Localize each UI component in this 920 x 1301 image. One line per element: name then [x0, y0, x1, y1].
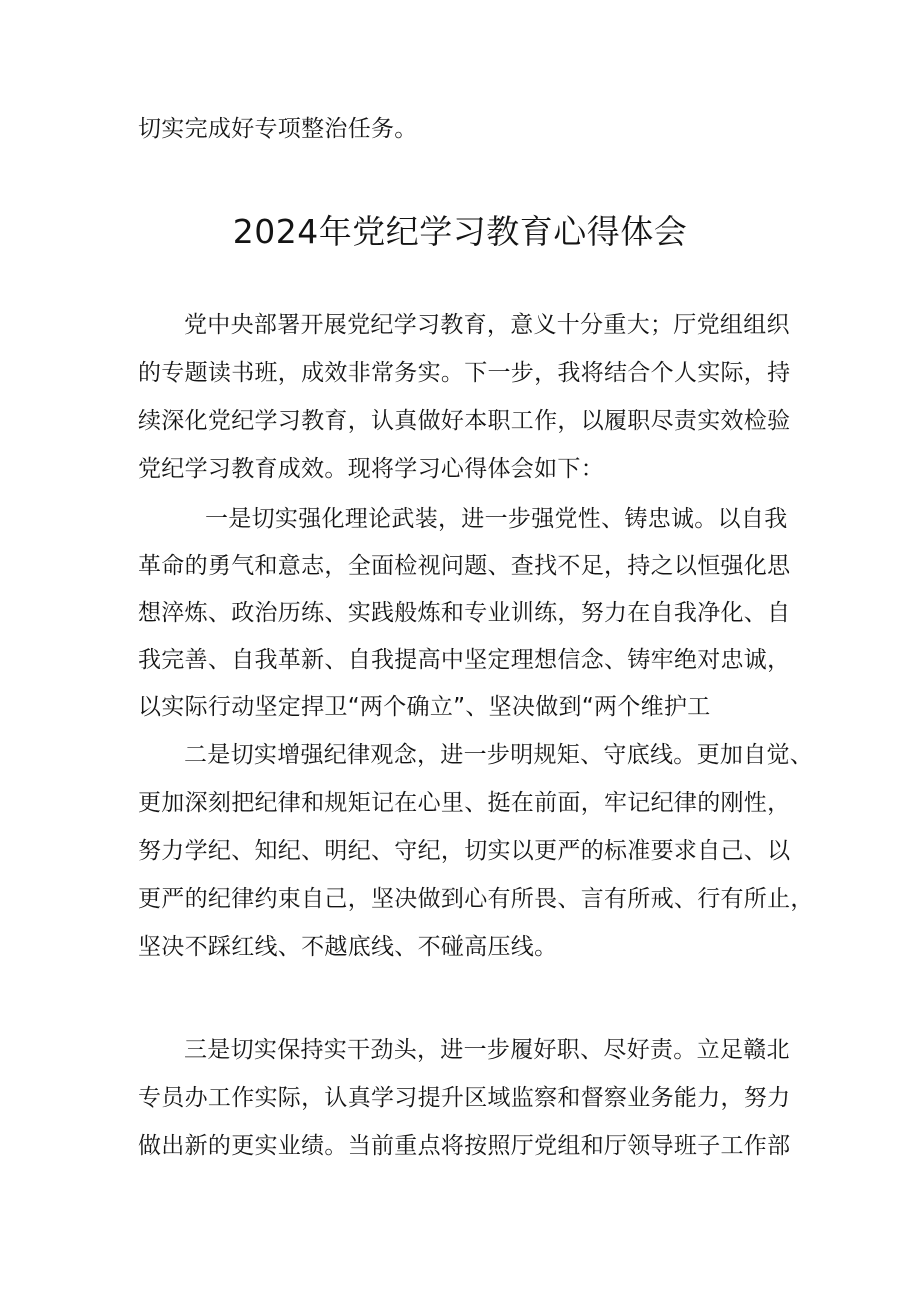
- document-title: 2024年党纪学习教育心得体会: [232, 212, 688, 251]
- intro-line-4: 党纪学习教育成效。现将学习心得体会如下：: [138, 456, 604, 482]
- point-two-line-3: 努力学纪、知纪、明纪、守纪，切实以更严的标准要求自己、以: [138, 838, 791, 864]
- point-one-line-3: 想淬炼、政治历练、实践般炼和专业训练，努力在自我净化、自: [138, 600, 791, 626]
- intro-line-2: 的专题读书班，成效非常务实。下一步，我将结合个人实际，持: [138, 360, 791, 386]
- point-three-line-2: 专员办工作实际，认真学习提升区域监察和督察业务能力，努力: [138, 1085, 791, 1111]
- point-two-line-5: 坚决不踩红线、不越底线、不碰高压线。: [138, 934, 558, 960]
- point-one-line-5: 以实际行动坚定捍卫“两个确立”、坚决做到“两个维护工: [138, 694, 711, 720]
- point-three-line-1: 三是切实保持实干劲头，进一步履好职、尽好责。立足赣北: [184, 1037, 790, 1063]
- point-two-line-4: 更严的纪律约束自己，坚决做到心有所畏、言有所戒、行有所止，: [138, 886, 814, 912]
- intro-line-3: 续深化党纪学习教育，认真做好本职工作，以履职尽责实效检验: [138, 408, 791, 434]
- point-two-line-2: 更加深刻把纪律和规矩记在心里、挺在前面，牢记纪律的刚性，: [138, 790, 791, 816]
- point-one-line-4: 我完善、自我革新、自我提高中坚定理想信念、铸牢绝对忠诚，: [138, 647, 791, 673]
- point-two-line-1: 二是切实增强纪律观念，进一步明规矩、守底线。更加自觉、: [184, 742, 814, 768]
- intro-line-1: 党中央部署开展党纪学习教育，意义十分重大；厅党组组织: [184, 312, 790, 338]
- point-one-line-1: 一是切实强化理论武装，进一步强党性、铸忠诚。以自我: [205, 506, 788, 532]
- point-three-line-3: 做出新的更实业绩。当前重点将按照厅党组和厅领导班子工作部: [138, 1133, 791, 1159]
- carryover-line: 切实完成好专项整治任务。: [138, 116, 418, 142]
- point-one-line-2: 革命的勇气和意志，全面检视问题、查找不足，持之以恒强化思: [138, 553, 791, 579]
